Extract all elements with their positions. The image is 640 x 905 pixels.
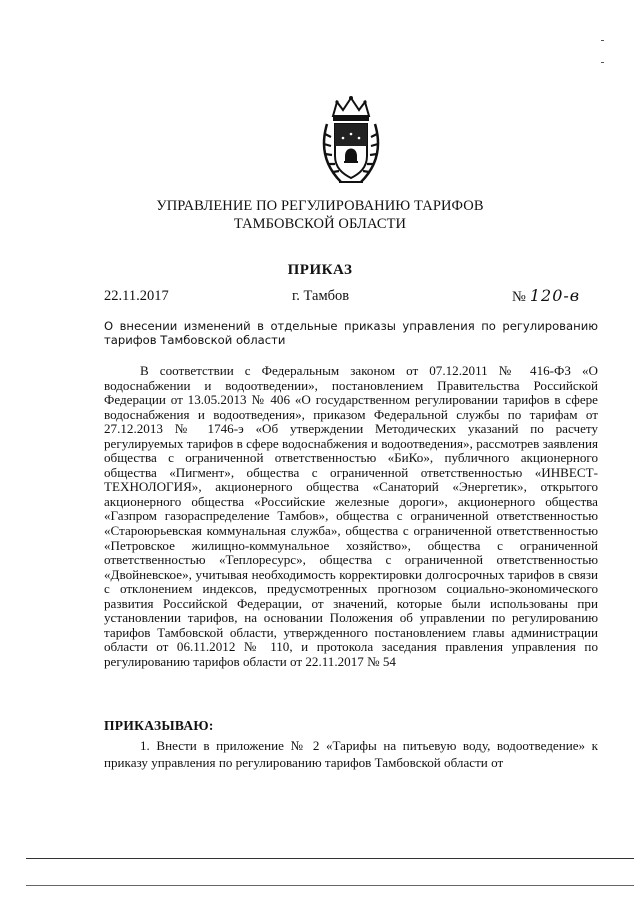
scan-edge-line bbox=[26, 858, 634, 859]
tambov-coat-of-arms-icon bbox=[319, 94, 383, 190]
scan-edge-line bbox=[26, 885, 634, 886]
decree-item-1: 1. Внести в приложение № 2 «Тарифы на питьевую воду, водоотведение» к приказу управления по регулированию тарифов Тамбовской области от bbox=[104, 738, 598, 770]
scan-mark bbox=[601, 62, 604, 63]
document-type-title: ПРИКАЗ bbox=[287, 262, 353, 278]
document-number bbox=[512, 286, 580, 306]
document-date: 22.11.2017 bbox=[104, 288, 169, 304]
decree-heading: ПРИКАЗЫВАЮ: bbox=[104, 718, 214, 733]
handwritten-number: 120-в bbox=[529, 286, 581, 305]
document-subject: О внесении изменений в отдельные приказы управления по регулированию тарифов Тамбовской области bbox=[104, 319, 598, 347]
org-name-line2: ТАМБОВСКОЙ ОБЛАСТИ bbox=[233, 216, 407, 232]
org-name-line1: УПРАВЛЕНИЕ ПО РЕГУЛИРОВАНИЮ ТАРИФОВ bbox=[156, 198, 484, 214]
document-city: г. Тамбов bbox=[292, 288, 350, 304]
number-label: № bbox=[512, 289, 526, 305]
scan-mark bbox=[601, 40, 604, 41]
preamble-paragraph: В соответствии с Федеральным законом от 07.12.2011 № 416-ФЗ «О водоснабжении и водоотведении», постановлением Правительства Российской Федерации от 13.05.2013 № 406 «О государственном регулировании тарифов в сфере водоснабжения и водоотведения», приказом Федеральной службы по тарифам от 27.12.2013 № 1746-э «Об утверждении Методических указаний по расчету регулируемых тарифов в сфере водоснабжения и водоотведения», рассмотрев заявления общества с ограниченной ответственностью «БиКо», публичного акционерного общества «Пигмент», общества с ограниченной ответственностью «ИНВЕСТ-ТЕХНОЛОГИЯ», акционерного общества «Санаторий «Энергетик», открытого акционерного общества «Российские железные дороги», акционерного общества «Газпром газораспределение Тамбов», общества с ограниченной ответственностью «Староюрьевская коммунальная служба», общества с ограниченной ответственностью «Петровское жилищно-коммунальное хозяйство», общества с ограниченной ответственностью «Теплоресурс», общества с ограниченной ответственностью «Двойневское», учитывая необходимость корректировки долгосрочных тарифов в связи с отклонением индексов, предусмотренных прогнозом социально-экономического развития Российской Федерации, от значений, которые были использованы при установлении тарифов, на основании Положения об управлении по регулированию тарифов Тамбовской области, утвержденного постановлением главы администрации области от 06.11.2012 № 110, и протокола заседания правления управления по регулированию тарифов области от 22.11.2017 № 54 bbox=[104, 363, 598, 669]
